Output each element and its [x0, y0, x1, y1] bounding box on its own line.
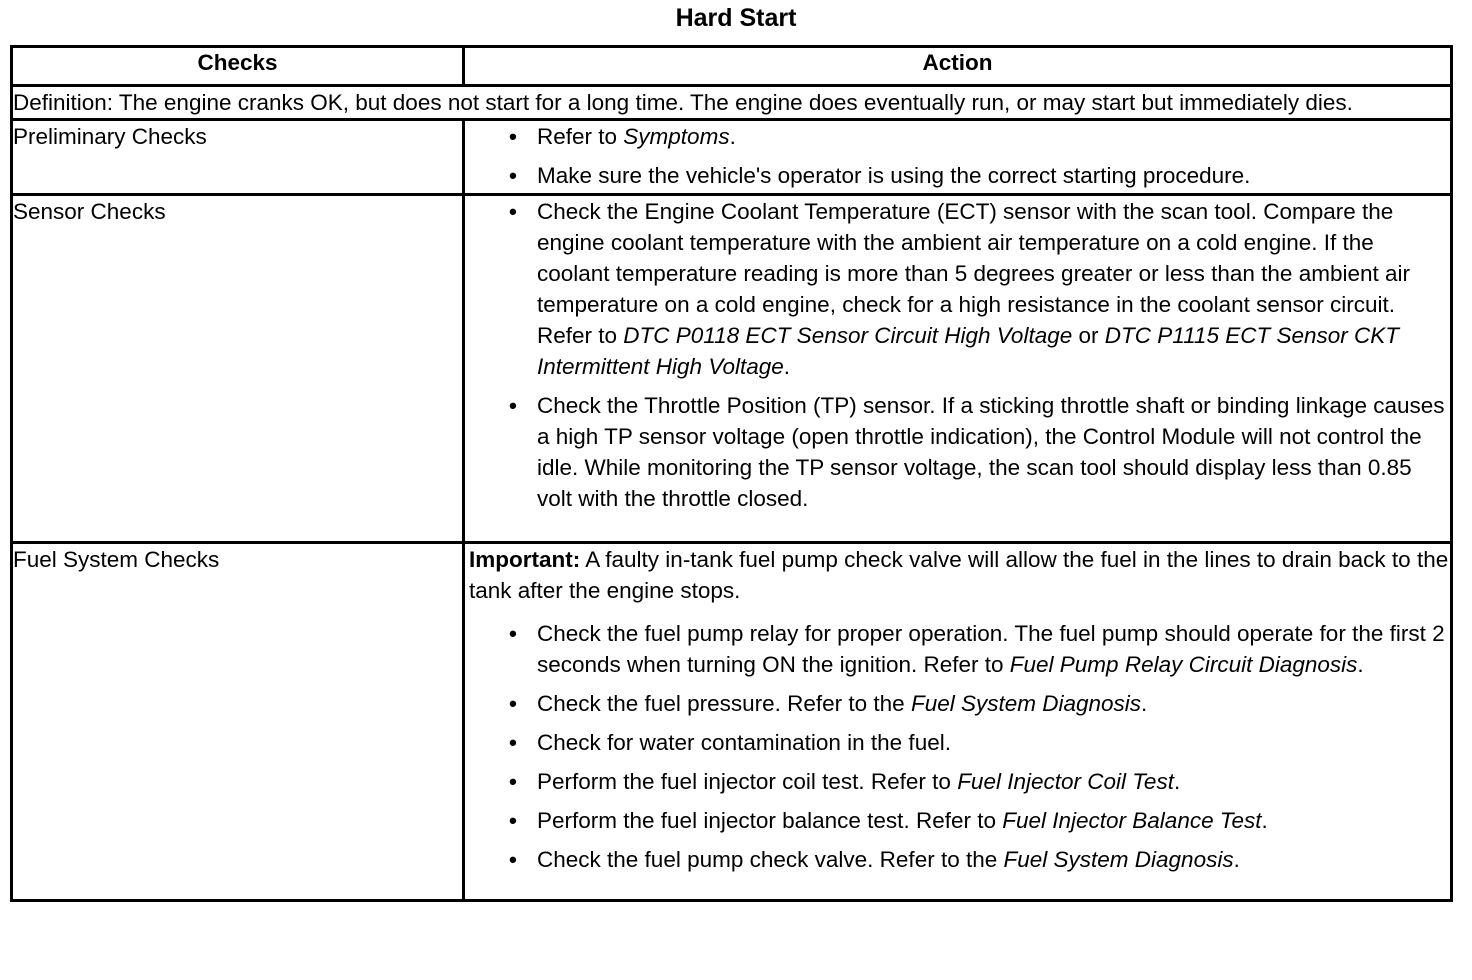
table-header-row [12, 47, 1452, 86]
action-text: Check the Engine Coolant Temperature (ECT) sensor with the scan tool. Compare the engine coolant temperature with the ambient air temperature on a cold engine. If the coolant temperature reading is more than 5 degrees greater or less than the ambient air temperature on a cold engine, check for a high resistance in the coolant sensor circuit. Refer to [537, 199, 1410, 348]
diagnostic-table [10, 45, 1453, 902]
reference-link[interactable]: Fuel Pump Relay Circuit Diagnosis [1009, 652, 1358, 677]
action-column-header: Action [464, 47, 1452, 86]
important-label: Important: [469, 547, 581, 572]
reference-link[interactable]: Fuel System Diagnosis [1003, 847, 1234, 872]
action-text-end: . [1233, 847, 1240, 872]
action-text-mid: or [1072, 323, 1105, 348]
action-text-end: . [783, 354, 791, 379]
action-text-end: . [1261, 808, 1268, 833]
action-bullet-item [465, 160, 1450, 191]
bullet-icon: • [509, 847, 517, 872]
definition-text: Definition: The engine cranks OK, but does not start for a long time. The engine does eventually run, or may start but immediately dies. [12, 86, 1452, 120]
action-text-end: . [1173, 769, 1181, 794]
important-text: A faulty in-tank fuel pump check valve will allow the fuel in the lines to drain back to the tank after the engine stops. [469, 547, 1449, 603]
action-bullet-item [465, 727, 1450, 758]
action-bullet-item [465, 196, 1450, 382]
bullet-icon: • [509, 199, 517, 224]
check-label: Preliminary Checks [12, 120, 464, 195]
page-title: Hard Start [675, 4, 797, 32]
action-bullet-item [465, 121, 1450, 152]
action-bullet-item [465, 688, 1450, 719]
action-text: Check the fuel pump check valve. Refer to the [537, 847, 1004, 872]
table-row-fuel-system-checks [12, 543, 1452, 901]
action-text: Check the Throttle Position (TP) sensor. If a sticking throttle shaft or binding linkage causes a high TP sensor voltage (open throttle indication), the Control Module will not control the idle. While monitoring the TP sensor voltage, the scan tool should display less than 0.85 volt with the throttle closed. [537, 393, 1445, 511]
bullet-icon: • [509, 808, 517, 833]
reference-link[interactable]: DTC P0118 ECT Sensor Circuit High Voltage [623, 323, 1073, 348]
reference-link[interactable]: Symptoms [623, 124, 730, 149]
action-text: Refer to [537, 124, 624, 149]
action-text-end: . [729, 124, 736, 149]
action-cell [464, 543, 1452, 901]
bullet-icon: • [509, 621, 517, 646]
action-bullet-item [465, 390, 1450, 514]
check-label: Fuel System Checks [12, 543, 464, 901]
important-note [465, 544, 1450, 606]
bullet-icon: • [509, 769, 517, 794]
action-bullet-item [465, 766, 1450, 797]
bullet-icon: • [509, 163, 517, 188]
action-text: Check for water contamination in the fuel. [537, 730, 951, 755]
reference-link[interactable]: Fuel System Diagnosis [910, 691, 1142, 716]
action-bullet-item [465, 844, 1450, 875]
action-bullet-item [465, 618, 1450, 680]
action-cell [464, 195, 1452, 543]
reference-link[interactable]: DTC P1115 ECT Sensor CKT Intermittent High Voltage [537, 323, 1400, 379]
table-row-sensor-checks [12, 195, 1452, 543]
bullet-icon: • [509, 124, 517, 149]
action-text: Perform the fuel injector balance test. Refer to [537, 808, 1003, 833]
bullet-icon: • [509, 730, 517, 755]
action-text: Perform the fuel injector coil test. Refer to [537, 769, 958, 794]
reference-link[interactable]: Fuel Injector Balance Test [1002, 808, 1262, 833]
action-text: Check the fuel pressure. Refer to the [537, 691, 911, 716]
reference-link[interactable]: Fuel Injector Coil Test [957, 769, 1174, 794]
action-text: Make sure the vehicle's operator is using the correct starting procedure. [537, 163, 1251, 188]
definition-row [12, 86, 1452, 120]
action-text: Check the fuel pump relay for proper operation. The fuel pump should operate for the first 2 seconds when turning ON the ignition. Refer to [537, 621, 1445, 677]
table-row-preliminary-checks [12, 120, 1452, 195]
bullet-icon: • [509, 393, 517, 418]
action-text-end: . [1141, 691, 1148, 716]
check-label: Sensor Checks [12, 195, 464, 543]
action-cell [464, 120, 1452, 195]
action-text-end: . [1357, 652, 1364, 677]
checks-column-header: Checks [12, 47, 464, 86]
bullet-icon: • [509, 691, 517, 716]
action-bullet-item [465, 805, 1450, 836]
